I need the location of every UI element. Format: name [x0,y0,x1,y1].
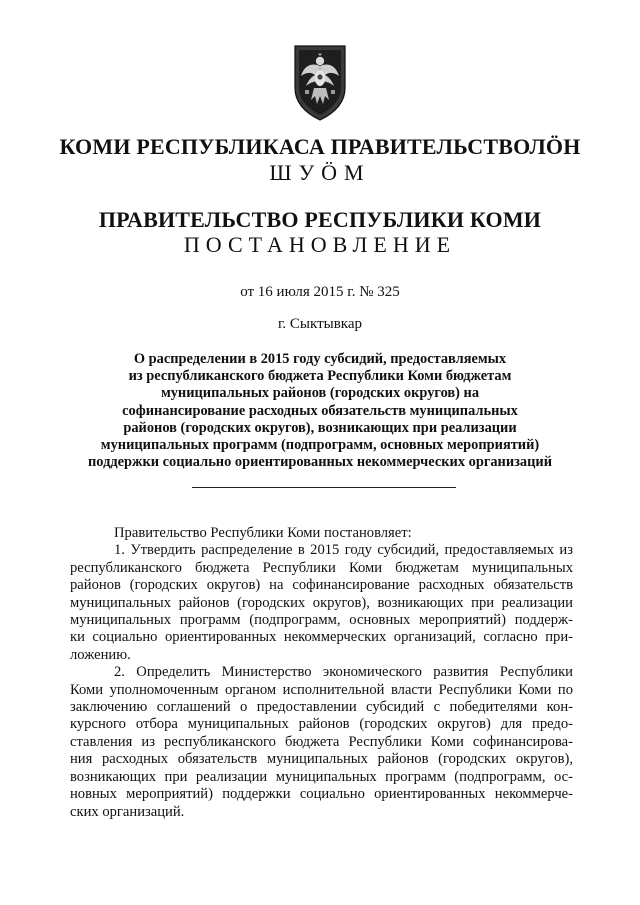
paragraph-1-line: ложению. [70,646,131,663]
government-title: ПРАВИТЕЛЬСТВО РЕСПУБЛИКИ КОМИ [98,207,542,232]
document-type: ПОСТАНОВЛЕНИЕ [183,232,457,257]
paragraph-1-line: районов (городских округов) на софинансирование расходных обязательств [70,577,573,594]
paragraph-2-line: 2. Определить Министерство экономического развития Республики [114,664,573,681]
divider-line [192,487,456,488]
body-intro: Правительство Республики Коми постановляет: [114,525,412,541]
paragraph-2-line: новных мероприятий) поддержки социально ориентированных некоммерче- [70,786,573,803]
subject-line: районов (городских округов), возникающих при реализации [123,419,517,436]
paragraph-1-line: ки социально ориентированных некоммерческих организаций, согласно при- [70,629,573,646]
paragraph-2-line: курсного отбора муниципальных районов (городских округов) для предо- [70,716,573,733]
subject-line: муниципальных районов (городских округов) на [160,385,480,402]
subject-line: из республиканского бюджета Республики Коми бюджетам [128,368,512,385]
paragraph-2-line: ставления из республиканского бюджета Республики Коми софинансирова- [70,733,573,750]
paragraph-1-line: муниципальных программ (подпрограмм, основных мероприятий) поддерж- [70,612,573,629]
date-and-number: от 16 июля 2015 г. № 325 [240,284,400,300]
paragraph-2-line: Коми уполномоченным органом исполнительной власти Республики Коми по [70,681,573,698]
paragraph-1-line: муниципальных районов (городских округов), возникающих при реализации [70,594,573,611]
city: г. Сыктывкар [277,316,363,332]
paragraph-2-line: ских организаций. [70,803,185,820]
subject-line: софинансирование расходных обязательств муниципальных [122,402,518,419]
document-body [70,525,573,821]
coat-of-arms-emblem [291,44,349,122]
komi-document-type: ШУӦМ [269,160,371,185]
paragraph-2-line: возникающих при реализации муниципальных программ (подпрограмм, ос- [70,768,573,785]
subject-line: муниципальных программ (подпрограмм, основных мероприятий) [100,437,540,454]
paragraph-2-line: заключению соглашений о предоставлении субсидий с победителями кон- [70,699,573,716]
paragraph-1-line: 1. Утвердить распределение в 2015 году субсидий, предоставляемых из [114,542,573,559]
paragraph-1-line: республиканского бюджета Республики Коми бюджетам муниципальных [70,559,573,576]
paragraph-2-line: ния расходных обязательств муниципальных районов (городских округов), [70,751,573,768]
komi-government-title: КОМИ РЕСПУБЛИКАСА ПРАВИТЕЛЬСТВОЛӦН [59,134,581,159]
document-subject [40,351,600,471]
subject-line: поддержки социально ориентированных некоммерческих организаций [88,454,552,471]
subject-line: О распределении в 2015 году субсидий, предоставляемых [133,351,507,367]
